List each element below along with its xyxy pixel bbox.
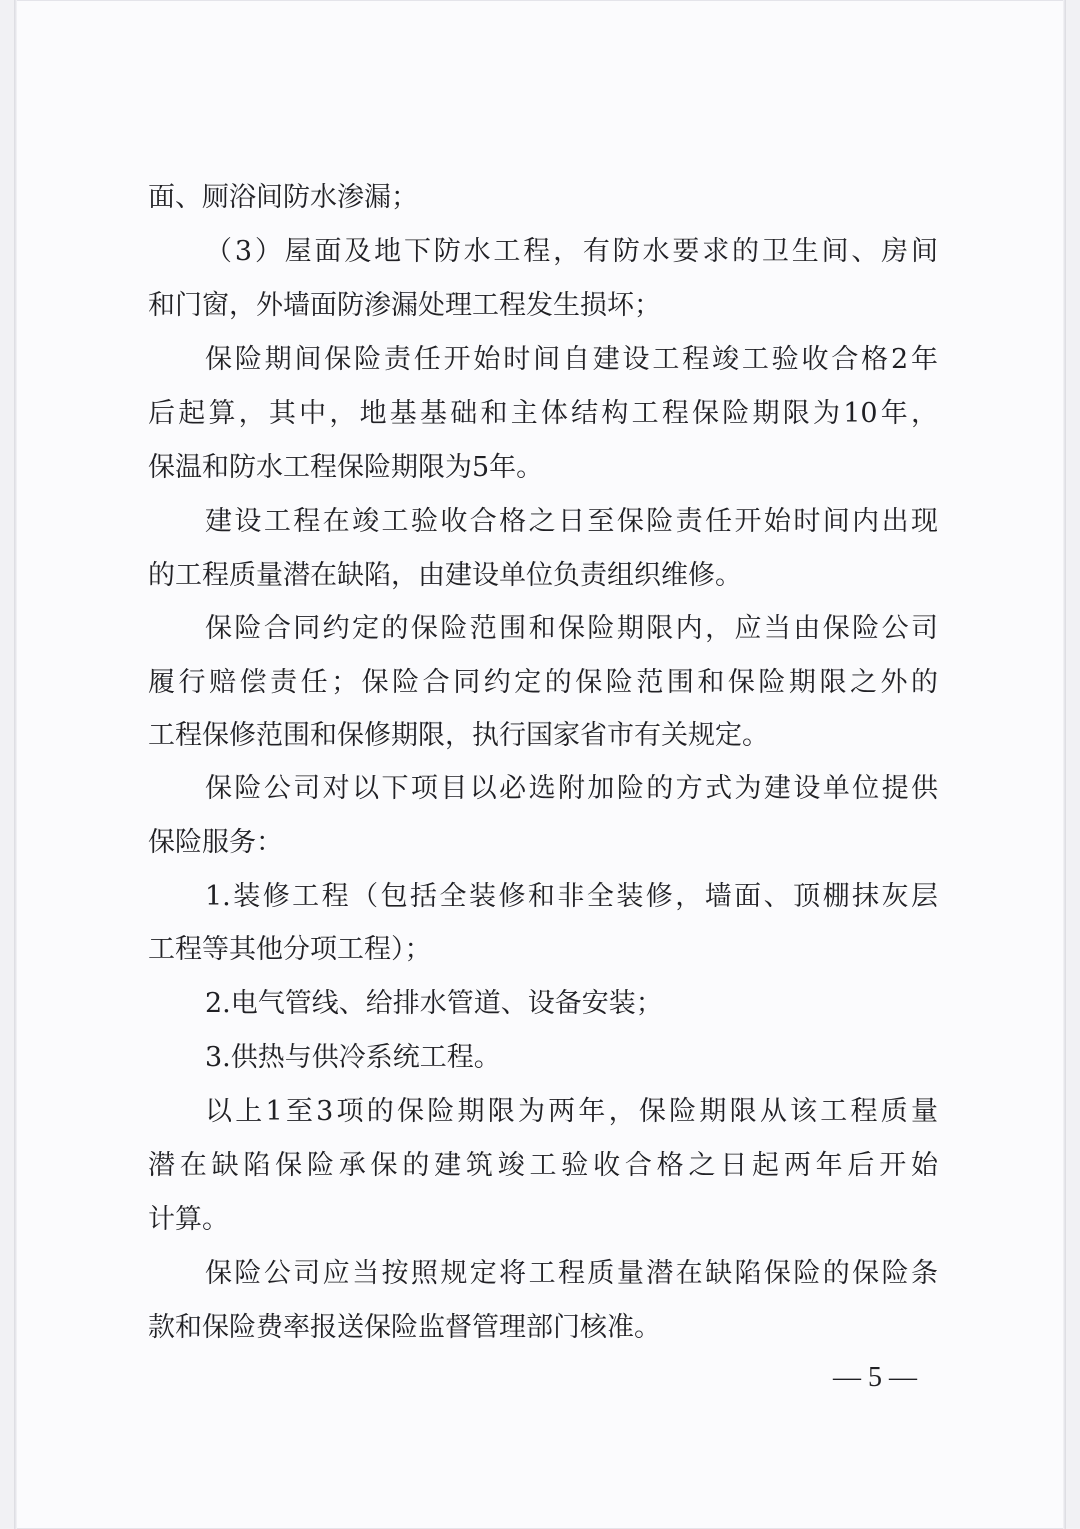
text-line-3: 和门窗，外墙面防渗漏处理工程发生损坏； — [148, 290, 661, 321]
text-line-4: 保险期间保险责任开始时间自建设工程竣工验收合格2年 — [205, 344, 938, 375]
text-line-7: 建设工程在竣工验收合格之日至保险责任开始时间内出现 — [205, 506, 938, 537]
text-line-8: 的工程质量潜在缺陷，由建设单位负责组织维修。 — [148, 560, 742, 591]
page-left-edge — [14, 0, 17, 1529]
text-line-22: 款和保险费率报送保险监督管理部门核准。 — [148, 1312, 661, 1343]
text-line-20: 计算。 — [148, 1204, 229, 1235]
text-line-12: 保险公司对以下项目以必选附加险的方式为建设单位提供 — [205, 773, 938, 804]
text-line-1: 面、厕浴间防水渗漏； — [148, 182, 418, 213]
text-line-10: 履行赔偿责任；保险合同约定的保险范围和保险期限之外的 — [148, 667, 938, 698]
page-number: — 5 — — [833, 1362, 917, 1393]
text-line-19: 潜在缺陷保险承保的建筑竣工验收合格之日起两年后开始 — [148, 1150, 938, 1181]
text-line-14: 1.装修工程（包括全装修和非全装修，墙面、顶棚抹灰层 — [205, 881, 938, 912]
text-line-21: 保险公司应当按照规定将工程质量潜在缺陷保险的保险条 — [205, 1258, 938, 1289]
document-page — [14, 0, 1066, 1529]
text-line-13: 保险服务： — [148, 827, 283, 858]
text-line-2: （3）屋面及地下防水工程，有防水要求的卫生间、房间 — [205, 236, 938, 267]
text-line-11: 工程保修范围和保修期限，执行国家省市有关规定。 — [148, 720, 769, 751]
text-line-5: 后起算，其中，地基基础和主体结构工程保险期限为10年， — [148, 398, 938, 429]
text-line-9: 保险合同约定的保险范围和保险期限内，应当由保险公司 — [205, 613, 938, 644]
text-line-6: 保温和防水工程保险期限为5年。 — [148, 452, 544, 483]
page-right-edge — [1063, 0, 1066, 1529]
text-line-16: 2.电气管线、给排水管道、设备安装； — [205, 988, 663, 1019]
text-line-18: 以上1至3项的保险期限为两年，保险期限从该工程质量 — [205, 1096, 938, 1127]
text-line-15: 工程等其他分项工程）； — [148, 934, 432, 965]
text-line-17: 3.供热与供冷系统工程。 — [205, 1042, 501, 1073]
